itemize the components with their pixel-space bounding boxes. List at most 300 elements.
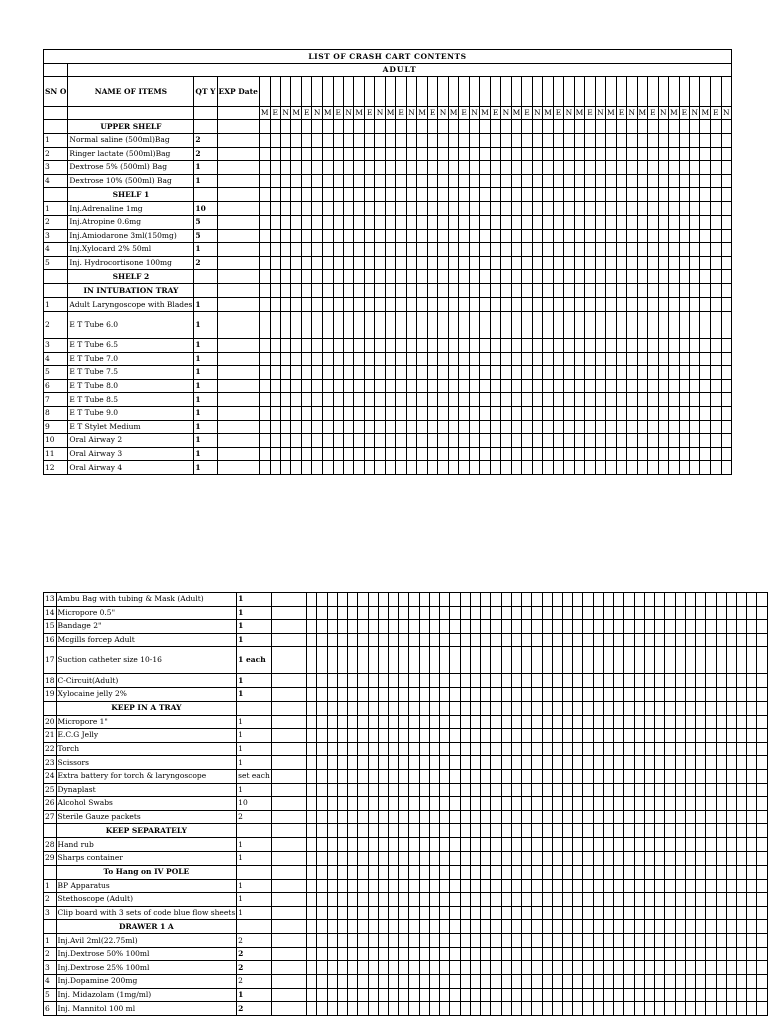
check-cell[interactable]: [757, 742, 768, 756]
check-cell[interactable]: [552, 879, 562, 893]
check-cell[interactable]: [501, 674, 511, 688]
check-cell[interactable]: [389, 879, 399, 893]
check-cell[interactable]: [593, 797, 603, 811]
check-cell[interactable]: [573, 988, 583, 1002]
check-cell[interactable]: [706, 810, 716, 824]
check-cell[interactable]: [368, 756, 378, 770]
check-cell[interactable]: [685, 879, 695, 893]
check-cell[interactable]: [716, 934, 726, 948]
check-cell[interactable]: [522, 147, 532, 161]
check-cell[interactable]: [603, 838, 613, 852]
check-cell[interactable]: [614, 934, 624, 948]
check-cell[interactable]: [438, 393, 448, 407]
check-cell[interactable]: [563, 988, 573, 1002]
check-cell[interactable]: [317, 729, 327, 743]
check-cell[interactable]: [312, 447, 322, 461]
check-cell[interactable]: [624, 838, 634, 852]
check-cell[interactable]: [368, 593, 378, 607]
check-cell[interactable]: [389, 783, 399, 797]
check-cell[interactable]: [312, 406, 322, 420]
check-cell[interactable]: [532, 742, 542, 756]
check-cell[interactable]: [648, 174, 658, 188]
check-cell[interactable]: [553, 366, 563, 380]
check-cell[interactable]: [501, 147, 511, 161]
check-cell[interactable]: [389, 756, 399, 770]
check-cell[interactable]: [679, 366, 689, 380]
check-cell[interactable]: [573, 687, 583, 701]
check-cell[interactable]: [585, 379, 595, 393]
check-cell[interactable]: [563, 756, 573, 770]
check-cell[interactable]: [385, 174, 396, 188]
check-cell[interactable]: [389, 947, 399, 961]
check-cell[interactable]: [480, 447, 491, 461]
check-cell[interactable]: [343, 134, 353, 148]
check-cell[interactable]: [627, 147, 637, 161]
check-cell[interactable]: [593, 893, 603, 907]
check-cell[interactable]: [440, 620, 450, 634]
check-cell[interactable]: [327, 742, 337, 756]
check-cell[interactable]: [532, 769, 542, 783]
check-cell[interactable]: [399, 769, 409, 783]
check-cell[interactable]: [747, 947, 757, 961]
check-cell[interactable]: [358, 674, 368, 688]
check-cell[interactable]: [378, 988, 388, 1002]
check-cell[interactable]: [585, 447, 595, 461]
check-cell[interactable]: [552, 620, 562, 634]
check-cell[interactable]: [593, 674, 603, 688]
check-cell[interactable]: [429, 756, 439, 770]
check-cell[interactable]: [419, 783, 429, 797]
check-cell[interactable]: [655, 797, 665, 811]
check-cell[interactable]: [429, 879, 439, 893]
check-cell[interactable]: [375, 447, 385, 461]
check-cell[interactable]: [470, 633, 480, 647]
check-cell[interactable]: [658, 406, 668, 420]
check-cell[interactable]: [460, 879, 470, 893]
check-cell[interactable]: [317, 783, 327, 797]
check-cell[interactable]: [291, 393, 302, 407]
check-cell[interactable]: [603, 674, 613, 688]
check-cell[interactable]: [553, 202, 563, 216]
check-cell[interactable]: [564, 243, 574, 257]
check-cell[interactable]: [460, 797, 470, 811]
check-cell[interactable]: [606, 434, 617, 448]
expiry-date-cell[interactable]: [271, 715, 306, 729]
check-cell[interactable]: [675, 783, 685, 797]
check-cell[interactable]: [358, 893, 368, 907]
check-cell[interactable]: [307, 647, 317, 674]
check-cell[interactable]: [429, 1002, 439, 1016]
check-cell[interactable]: [658, 174, 668, 188]
check-cell[interactable]: [637, 161, 648, 175]
check-cell[interactable]: [675, 961, 685, 975]
check-cell[interactable]: [337, 715, 347, 729]
check-cell[interactable]: [553, 215, 563, 229]
check-cell[interactable]: [757, 851, 768, 865]
check-cell[interactable]: [700, 420, 711, 434]
check-cell[interactable]: [726, 893, 736, 907]
check-cell[interactable]: [337, 988, 347, 1002]
check-cell[interactable]: [419, 988, 429, 1002]
check-cell[interactable]: [348, 756, 358, 770]
check-cell[interactable]: [470, 879, 480, 893]
check-cell[interactable]: [563, 783, 573, 797]
check-cell[interactable]: [634, 715, 644, 729]
check-cell[interactable]: [389, 687, 399, 701]
check-cell[interactable]: [624, 906, 634, 920]
check-cell[interactable]: [448, 338, 459, 352]
check-cell[interactable]: [658, 352, 668, 366]
check-cell[interactable]: [307, 797, 317, 811]
check-cell[interactable]: [624, 633, 634, 647]
check-cell[interactable]: [291, 215, 302, 229]
check-cell[interactable]: [736, 715, 746, 729]
check-cell[interactable]: [368, 906, 378, 920]
expiry-date-cell[interactable]: [271, 797, 306, 811]
check-cell[interactable]: [665, 934, 675, 948]
check-cell[interactable]: [368, 961, 378, 975]
check-cell[interactable]: [606, 352, 617, 366]
check-cell[interactable]: [716, 620, 726, 634]
check-cell[interactable]: [679, 174, 689, 188]
check-cell[interactable]: [574, 174, 585, 188]
check-cell[interactable]: [270, 338, 280, 352]
check-cell[interactable]: [552, 687, 562, 701]
check-cell[interactable]: [259, 147, 270, 161]
check-cell[interactable]: [389, 961, 399, 975]
check-cell[interactable]: [317, 742, 327, 756]
check-cell[interactable]: [706, 975, 716, 989]
check-cell[interactable]: [501, 797, 511, 811]
check-cell[interactable]: [616, 311, 626, 338]
check-cell[interactable]: [270, 311, 280, 338]
check-cell[interactable]: [481, 783, 491, 797]
check-cell[interactable]: [307, 975, 317, 989]
check-cell[interactable]: [627, 434, 637, 448]
check-cell[interactable]: [658, 434, 668, 448]
check-cell[interactable]: [624, 934, 634, 948]
check-cell[interactable]: [481, 729, 491, 743]
check-cell[interactable]: [375, 134, 385, 148]
check-cell[interactable]: [542, 961, 552, 975]
check-cell[interactable]: [312, 311, 322, 338]
check-cell[interactable]: [378, 810, 388, 824]
check-cell[interactable]: [409, 947, 419, 961]
check-cell[interactable]: [606, 366, 617, 380]
check-cell[interactable]: [668, 393, 679, 407]
check-cell[interactable]: [333, 379, 343, 393]
check-cell[interactable]: [291, 352, 302, 366]
check-cell[interactable]: [490, 420, 500, 434]
expiry-date-cell[interactable]: [271, 783, 306, 797]
check-cell[interactable]: [354, 447, 365, 461]
check-cell[interactable]: [543, 147, 554, 161]
check-cell[interactable]: [542, 593, 552, 607]
check-cell[interactable]: [259, 434, 270, 448]
check-cell[interactable]: [470, 934, 480, 948]
check-cell[interactable]: [736, 797, 746, 811]
check-cell[interactable]: [259, 352, 270, 366]
check-cell[interactable]: [337, 606, 347, 620]
check-cell[interactable]: [406, 147, 416, 161]
check-cell[interactable]: [470, 961, 480, 975]
check-cell[interactable]: [614, 947, 624, 961]
check-cell[interactable]: [307, 620, 317, 634]
check-cell[interactable]: [665, 769, 675, 783]
check-cell[interactable]: [280, 229, 290, 243]
check-cell[interactable]: [333, 202, 343, 216]
check-cell[interactable]: [354, 243, 365, 257]
check-cell[interactable]: [542, 838, 552, 852]
check-cell[interactable]: [543, 243, 554, 257]
check-cell[interactable]: [327, 606, 337, 620]
check-cell[interactable]: [679, 229, 689, 243]
check-cell[interactable]: [690, 147, 700, 161]
check-cell[interactable]: [736, 633, 746, 647]
check-cell[interactable]: [522, 229, 532, 243]
check-cell[interactable]: [307, 715, 317, 729]
check-cell[interactable]: [573, 633, 583, 647]
check-cell[interactable]: [532, 647, 542, 674]
check-cell[interactable]: [552, 797, 562, 811]
check-cell[interactable]: [343, 461, 353, 475]
check-cell[interactable]: [675, 593, 685, 607]
check-cell[interactable]: [291, 243, 302, 257]
check-cell[interactable]: [668, 202, 679, 216]
check-cell[interactable]: [322, 202, 333, 216]
check-cell[interactable]: [696, 769, 706, 783]
check-cell[interactable]: [460, 606, 470, 620]
check-cell[interactable]: [459, 243, 469, 257]
check-cell[interactable]: [668, 229, 679, 243]
check-cell[interactable]: [337, 633, 347, 647]
check-cell[interactable]: [721, 134, 731, 148]
check-cell[interactable]: [747, 988, 757, 1002]
check-cell[interactable]: [409, 729, 419, 743]
check-cell[interactable]: [302, 406, 312, 420]
check-cell[interactable]: [317, 1002, 327, 1016]
check-cell[interactable]: [675, 647, 685, 674]
check-cell[interactable]: [511, 393, 522, 407]
check-cell[interactable]: [721, 352, 731, 366]
check-cell[interactable]: [690, 366, 700, 380]
check-cell[interactable]: [389, 893, 399, 907]
check-cell[interactable]: [429, 593, 439, 607]
check-cell[interactable]: [564, 161, 574, 175]
check-cell[interactable]: [726, 593, 736, 607]
check-cell[interactable]: [501, 298, 511, 312]
check-cell[interactable]: [409, 593, 419, 607]
check-cell[interactable]: [375, 174, 385, 188]
check-cell[interactable]: [364, 298, 374, 312]
check-cell[interactable]: [358, 687, 368, 701]
check-cell[interactable]: [585, 161, 595, 175]
check-cell[interactable]: [675, 797, 685, 811]
check-cell[interactable]: [354, 311, 365, 338]
check-cell[interactable]: [655, 838, 665, 852]
check-cell[interactable]: [747, 961, 757, 975]
check-cell[interactable]: [501, 256, 511, 270]
check-cell[interactable]: [736, 838, 746, 852]
check-cell[interactable]: [459, 393, 469, 407]
check-cell[interactable]: [511, 1002, 521, 1016]
check-cell[interactable]: [440, 838, 450, 852]
check-cell[interactable]: [448, 393, 459, 407]
check-cell[interactable]: [406, 298, 416, 312]
check-cell[interactable]: [378, 934, 388, 948]
check-cell[interactable]: [685, 687, 695, 701]
check-cell[interactable]: [307, 783, 317, 797]
check-cell[interactable]: [409, 606, 419, 620]
check-cell[interactable]: [522, 366, 532, 380]
check-cell[interactable]: [385, 393, 396, 407]
check-cell[interactable]: [317, 975, 327, 989]
check-cell[interactable]: [490, 311, 500, 338]
check-cell[interactable]: [481, 647, 491, 674]
check-cell[interactable]: [668, 243, 679, 257]
check-cell[interactable]: [648, 447, 658, 461]
check-cell[interactable]: [624, 729, 634, 743]
check-cell[interactable]: [747, 674, 757, 688]
check-cell[interactable]: [679, 215, 689, 229]
check-cell[interactable]: [634, 742, 644, 756]
check-cell[interactable]: [491, 1002, 501, 1016]
check-cell[interactable]: [511, 215, 522, 229]
check-cell[interactable]: [419, 756, 429, 770]
check-cell[interactable]: [553, 447, 563, 461]
check-cell[interactable]: [317, 633, 327, 647]
check-cell[interactable]: [348, 606, 358, 620]
check-cell[interactable]: [716, 961, 726, 975]
check-cell[interactable]: [327, 783, 337, 797]
check-cell[interactable]: [427, 379, 437, 393]
check-cell[interactable]: [522, 243, 532, 257]
check-cell[interactable]: [679, 447, 689, 461]
check-cell[interactable]: [270, 393, 280, 407]
check-cell[interactable]: [726, 988, 736, 1002]
check-cell[interactable]: [522, 687, 532, 701]
check-cell[interactable]: [655, 988, 665, 1002]
check-cell[interactable]: [438, 311, 448, 338]
check-cell[interactable]: [690, 393, 700, 407]
check-cell[interactable]: [563, 851, 573, 865]
check-cell[interactable]: [511, 174, 522, 188]
check-cell[interactable]: [511, 769, 521, 783]
check-cell[interactable]: [627, 134, 637, 148]
check-cell[interactable]: [522, 338, 532, 352]
check-cell[interactable]: [501, 406, 511, 420]
check-cell[interactable]: [563, 838, 573, 852]
check-cell[interactable]: [378, 742, 388, 756]
check-cell[interactable]: [606, 134, 617, 148]
check-cell[interactable]: [511, 756, 521, 770]
check-cell[interactable]: [481, 851, 491, 865]
check-cell[interactable]: [491, 879, 501, 893]
check-cell[interactable]: [522, 810, 532, 824]
check-cell[interactable]: [459, 447, 469, 461]
check-cell[interactable]: [522, 947, 532, 961]
check-cell[interactable]: [593, 1002, 603, 1016]
check-cell[interactable]: [469, 406, 479, 420]
check-cell[interactable]: [564, 147, 574, 161]
check-cell[interactable]: [679, 311, 689, 338]
check-cell[interactable]: [574, 366, 585, 380]
check-cell[interactable]: [280, 134, 290, 148]
check-cell[interactable]: [450, 674, 460, 688]
check-cell[interactable]: [327, 797, 337, 811]
check-cell[interactable]: [501, 420, 511, 434]
check-cell[interactable]: [302, 352, 312, 366]
check-cell[interactable]: [406, 311, 416, 338]
check-cell[interactable]: [747, 797, 757, 811]
check-cell[interactable]: [302, 147, 312, 161]
check-cell[interactable]: [481, 810, 491, 824]
check-cell[interactable]: [396, 447, 406, 461]
check-cell[interactable]: [716, 633, 726, 647]
check-cell[interactable]: [706, 729, 716, 743]
check-cell[interactable]: [522, 593, 532, 607]
check-cell[interactable]: [700, 434, 711, 448]
check-cell[interactable]: [624, 797, 634, 811]
check-cell[interactable]: [543, 352, 554, 366]
check-cell[interactable]: [616, 134, 626, 148]
check-cell[interactable]: [685, 906, 695, 920]
check-cell[interactable]: [438, 202, 448, 216]
check-cell[interactable]: [757, 879, 768, 893]
check-cell[interactable]: [399, 729, 409, 743]
check-cell[interactable]: [593, 838, 603, 852]
check-cell[interactable]: [470, 851, 480, 865]
check-cell[interactable]: [583, 851, 593, 865]
check-cell[interactable]: [711, 338, 721, 352]
check-cell[interactable]: [501, 620, 511, 634]
check-cell[interactable]: [270, 420, 280, 434]
check-cell[interactable]: [644, 975, 654, 989]
check-cell[interactable]: [511, 633, 521, 647]
check-cell[interactable]: [322, 393, 333, 407]
check-cell[interactable]: [317, 674, 327, 688]
check-cell[interactable]: [685, 975, 695, 989]
check-cell[interactable]: [532, 729, 542, 743]
check-cell[interactable]: [648, 352, 658, 366]
check-cell[interactable]: [616, 215, 626, 229]
check-cell[interactable]: [700, 393, 711, 407]
check-cell[interactable]: [364, 352, 374, 366]
check-cell[interactable]: [440, 893, 450, 907]
check-cell[interactable]: [634, 906, 644, 920]
check-cell[interactable]: [564, 393, 574, 407]
check-cell[interactable]: [259, 447, 270, 461]
check-cell[interactable]: [417, 434, 428, 448]
check-cell[interactable]: [419, 715, 429, 729]
check-cell[interactable]: [522, 379, 532, 393]
check-cell[interactable]: [696, 879, 706, 893]
check-cell[interactable]: [480, 215, 491, 229]
check-cell[interactable]: [417, 229, 428, 243]
check-cell[interactable]: [522, 352, 532, 366]
check-cell[interactable]: [614, 593, 624, 607]
check-cell[interactable]: [675, 810, 685, 824]
check-cell[interactable]: [419, 729, 429, 743]
check-cell[interactable]: [563, 593, 573, 607]
check-cell[interactable]: [440, 756, 450, 770]
check-cell[interactable]: [668, 366, 679, 380]
check-cell[interactable]: [317, 606, 327, 620]
check-cell[interactable]: [469, 134, 479, 148]
check-cell[interactable]: [644, 742, 654, 756]
check-cell[interactable]: [337, 729, 347, 743]
check-cell[interactable]: [270, 379, 280, 393]
